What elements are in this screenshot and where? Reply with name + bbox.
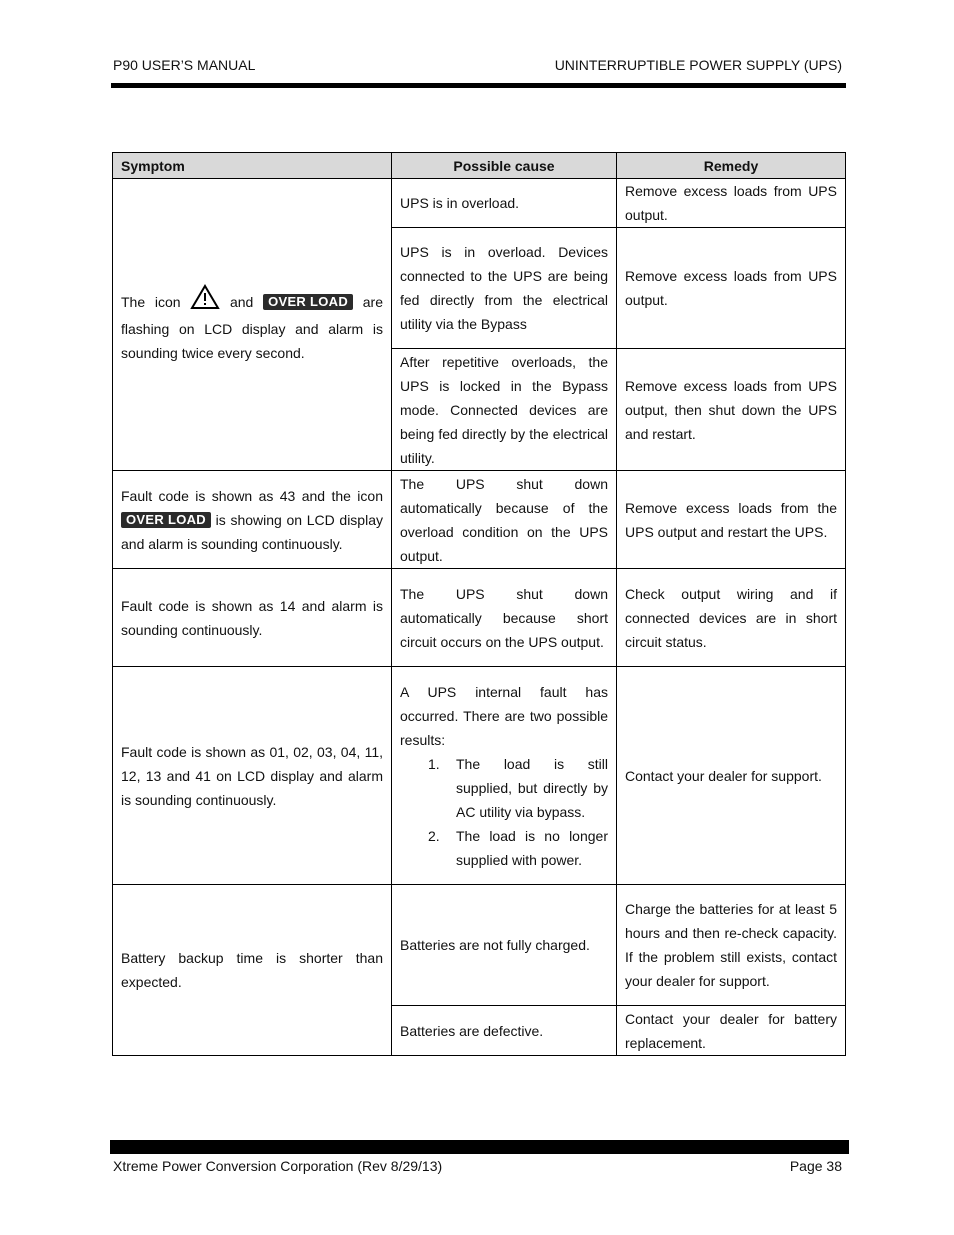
cause-cell: UPS is in overload. Devices connected to the UPS are being fed directly from the electrical utility via the Bypass [392,228,617,349]
overload-badge-icon: OVER LOAD [263,294,353,310]
symptom-cell [113,179,392,471]
symptom-text: is showing on LCD display and alarm is sounding continuously. [121,511,383,552]
symptom-cell: Fault code is shown as 01, 02, 03, 04, 11, 12, 13 and 41 on LCD display and alarm is sounding continuously. [113,667,392,885]
symptom-cell [113,471,392,569]
remedy-cell: Remove excess loads from UPS output. [617,179,846,228]
remedy-cell: Contact your dealer for support. [617,667,846,885]
cause-cell [392,667,617,885]
cause-cell: After repetitive overloads, the UPS is locked in the Bypass mode. Connected devices are being fed directly by the electrical utility. [392,349,617,471]
symptom-cell: Battery backup time is shorter than expected. [113,885,392,1056]
list-item-number: 1. [428,755,440,772]
cause-cell: Batteries are not fully charged. [392,885,617,1006]
symptom-text: are flashing on LCD display and alarm is sounding twice every second. [121,294,384,361]
list-item [400,824,608,872]
column-header-remedy: Remedy [617,153,846,179]
possible-results-list [400,752,608,872]
warning-icon [190,284,220,317]
overload-badge-icon: OVER LOAD [121,512,211,528]
table-row [113,471,846,569]
cause-intro: A UPS internal fault has occurred. There are two possible results: [400,683,608,748]
troubleshooting-table [112,152,846,1056]
list-item-number: 2. [428,827,440,844]
footer-company-revision: Xtreme Power Conversion Corporation (Rev 8/29/13) [113,1158,443,1174]
table-header-row [113,153,846,179]
table-row [113,569,846,667]
table-row [113,667,846,885]
header-rule [111,83,846,88]
cause-cell: UPS is in overload. [392,179,617,228]
header-manual-title: P90 USER’S MANUAL [113,57,256,73]
remedy-cell: Remove excess loads from the UPS output and restart the UPS. [617,471,846,569]
symptom-cell: Fault code is shown as 14 and alarm is sounding continuously. [113,569,392,667]
cause-cell: Batteries are defective. [392,1006,617,1056]
table-row [113,179,846,228]
header-document-subject: UNINTERRUPTIBLE POWER SUPPLY (UPS) [554,57,842,73]
list-item-text: The load is still supplied, but directly by AC utility via bypass. [456,755,608,820]
remedy-cell: Check output wiring and if connected devices are in short circuit status. [617,569,846,667]
symptom-text: The icon [121,294,191,310]
cause-cell: The UPS shut down automatically because of the overload condition on the UPS output. [392,471,617,569]
column-header-possible-cause: Possible cause [392,153,617,179]
remedy-cell: Contact your dealer for battery replacement. [617,1006,846,1056]
cause-cell: The UPS shut down automatically because short circuit occurs on the UPS output. [392,569,617,667]
column-header-symptom: Symptom [113,153,392,179]
footer-rule [110,1140,849,1154]
remedy-cell: Remove excess loads from UPS output. [617,228,846,349]
list-item [400,752,608,824]
remedy-cell: Charge the batteries for at least 5 hours and then re-check capacity. If the problem still exists, contact your dealer for support. [617,885,846,1006]
table-row [113,885,846,1006]
list-item-text: The load is no longer supplied with power. [456,827,608,868]
symptom-text: Fault code is shown as 43 and the icon [121,487,383,504]
symptom-text: and [220,294,264,310]
page-number: Page 38 [789,1158,842,1174]
remedy-cell: Remove excess loads from UPS output, then shut down the UPS and restart. [617,349,846,471]
